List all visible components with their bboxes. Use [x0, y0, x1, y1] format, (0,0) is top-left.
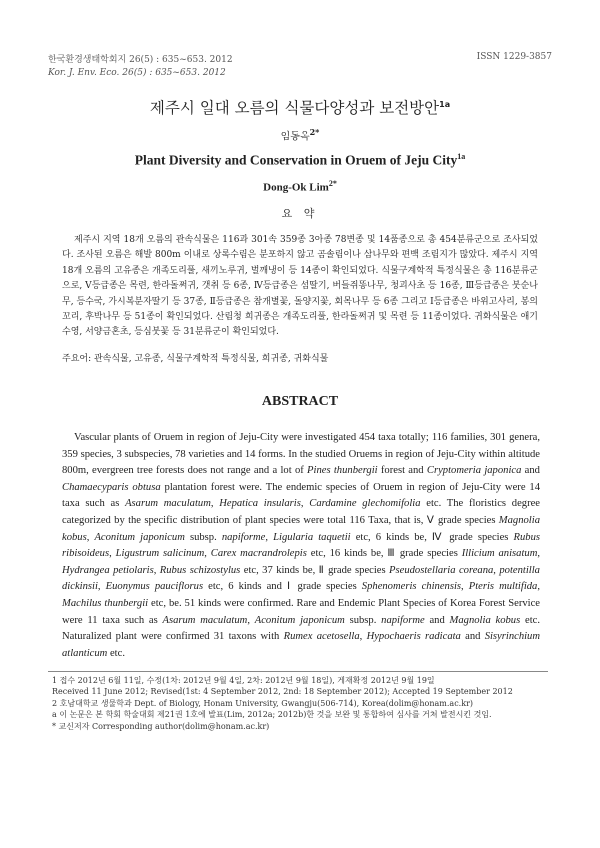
- species-name: Magnolia kobus: [62, 514, 540, 543]
- abstract-text-run: ,: [537, 548, 541, 560]
- running-header: [48, 52, 552, 78]
- abstract-text-run: subsp.: [344, 614, 382, 626]
- abstract-text-run: etc. Naturalized plant were confirmed 31 taxons with: [62, 614, 540, 643]
- abstract-text-run: ,: [97, 581, 106, 593]
- author-korean: [0, 127, 600, 142]
- species-name: Aconitum japonicum: [254, 614, 345, 626]
- species-name: Illicium anisatum: [461, 548, 538, 560]
- footnote: 1 접수 2012년 6월 11일, 수정(1차: 2012년 9월 4일, 2차: 2012년 9월 18일), 게재확정 2012년 9월 19일: [52, 676, 435, 685]
- abstract-text-run: ,: [210, 498, 220, 510]
- species-name: Aconitum japonicum: [94, 531, 185, 543]
- abstract-text-run: subsp.: [184, 531, 222, 543]
- abstract-text-run: ,: [204, 548, 211, 560]
- species-name: Pseudostellaria coreana: [389, 564, 494, 576]
- species-name: Euonymus pauciflorus: [105, 581, 204, 593]
- species-name: Ligustrum salicinum: [115, 548, 205, 560]
- abstract-text-run: ,: [493, 564, 500, 576]
- abstract-text-run: plantation forest were. The endemic species of Oruem in region of Jeju-City were 14 taxa such as: [62, 481, 541, 510]
- issn: ISSN 1229-3857: [476, 52, 552, 62]
- english-abstract: [62, 430, 540, 662]
- species-name: Carex macrandrolepis: [210, 548, 307, 560]
- author-english: [0, 179, 600, 194]
- author-english-sup: 2*: [328, 179, 337, 188]
- species-name: Rubus ribisoideus: [62, 531, 540, 560]
- abstract-text-run: etc, 6 kinds be, Ⅳ grade species: [350, 531, 514, 543]
- title-english: [0, 152, 600, 169]
- abstract-text-run: etc, 37 kinds be, Ⅱ grade species: [240, 564, 390, 576]
- footnote: * 교신저자 Corresponding author(dolim@honam.ac.kr): [52, 721, 270, 731]
- species-name: Sisyrinchium atlanticum: [62, 631, 541, 659]
- author-english-name: Dong-Ok Lim: [263, 181, 329, 194]
- title-korean: [0, 96, 600, 118]
- species-name: Ligularia taquetii: [273, 531, 351, 543]
- abstract-text-run: etc, be. 51 kinds were confirmed. Rare and Endemic Plant Species of Korea Forest Service were 11 taxa such as: [62, 597, 540, 626]
- abstract-text-run: forest and: [377, 465, 427, 477]
- abstract-text-run: ,: [153, 564, 160, 576]
- abstract-text-run: etc.: [107, 647, 125, 659]
- abstract-text-run: and: [424, 614, 450, 626]
- korean-keywords: 주요어: 관속식물, 고유종, 식물구계학적 특정식물, 희귀종, 귀화식물: [62, 354, 329, 364]
- species-name: Pteris multifida: [468, 581, 538, 593]
- species-name: Chamaecyparis obtusa: [62, 481, 161, 493]
- abstract-text-run: etc, 6 kinds and Ⅰ grade species: [203, 581, 362, 593]
- abstract-text-run: and: [460, 631, 485, 643]
- abstract-text-run: ,: [359, 631, 367, 643]
- footnote-divider: [48, 671, 548, 672]
- abstract-text-run: etc, 16 kinds be, Ⅲ grade species: [306, 548, 462, 560]
- abstract-text-run: ,: [86, 531, 95, 543]
- korean-abstract-text: 제주시 지역 18개 오름의 관속식물은 116과 301속 359종 3아종 78변종 및 14품종으로 총 454분류군으로 조사되었다. 조사된 오름은 해발 800m 이내로 상록수림은 분포하지 않고 곰솔림이나 삼나무와 편백 조림지가 많았다. 제주시 지역 18개 오름의 고유종은 개족도리풀, 새끼노루귀, 벌깨냉이 등 14종이 확인되었다. 식물구계학적 특정식물은 총 116분류군으로, Ⅴ등급종은 목련, 한라돌쩌귀, 갯취 등 6종, Ⅳ등급종은 섬딸기, 버들쥐똥나무, 청괴사초 등 16종, Ⅲ등급종은 붓순나무, 등수국, 가시복분자딸기 등 37종, Ⅱ등급종은 참개별꽃, 돌양지꽃, 회목나무 등 6종 그리고 Ⅰ등급종은 바위고사리, 봉의꼬리, 후박나무 등 51종이 확인되었다. 산림청 희귀종은 개족도리풀, 한라돌쩌귀 및 목련 등 11종이었다. 귀화식물은 애기수영, 서양금혼초, 등심붓꽃 등 31분류군이 확인되었다.: [62, 235, 538, 338]
- footnote: 2 호남대학교 생물학과 Dept. of Biology, Honam University, Gwangju(506-714), Korea(dolim@honam.ac.kr): [52, 698, 474, 708]
- species-name: Hydrangea petiolaris: [62, 564, 154, 576]
- species-name: Machilus thunbergii: [62, 597, 149, 609]
- abstract-text-run: ,: [109, 548, 116, 560]
- species-name: Rumex acetosella: [283, 631, 360, 643]
- title-korean-sup: 1a: [439, 99, 451, 109]
- species-name: Rubus schizostylus: [159, 564, 241, 576]
- abstract-heading: ABSTRACT: [261, 394, 339, 409]
- species-name: potentilla dickinsii: [62, 564, 540, 593]
- species-name: Sphenomeris chinensis: [361, 581, 462, 593]
- title-english-sup: 1a: [457, 152, 466, 161]
- journal-ko: 한국환경생태학회지 26(5) : 635~653. 2012: [48, 55, 233, 65]
- korean-abstract-heading: 요 약: [281, 207, 319, 220]
- abstract-text-run: Vascular plants of Oruem in region of Jeju-City were investigated 454 taxa totally; 116 families, 301 genera, 359 species, 3 subspecies, 78 varieties and 14 forms. In the studied Oruems in region of Jeju-City within altitude 800m, evergreen tree forests does not range and a lot of: [62, 432, 540, 477]
- footnote: Received 11 June 2012; Revised(1st: 4 September 2012, 2nd: 18 September 2012); Accepted 19 September 2012: [52, 687, 513, 697]
- english-abstract-text: [62, 430, 540, 662]
- journal-en: Kor. J. Env. Eco. 26(5) : 635~653. 2012: [48, 68, 226, 78]
- species-name: napiforme: [221, 531, 266, 543]
- author-korean-name: 임동옥: [280, 131, 310, 143]
- species-name: Hypochaeris radicata: [366, 631, 461, 643]
- footnote: a 이 논문은 본 학회 학술대회 제21권 1호에 발표(Lim, 2012a; 2012b)한 것을 보완 및 통합하여 심사를 거쳐 발전시킨 것임.: [52, 710, 492, 720]
- footnotes: [52, 675, 552, 732]
- species-name: Cardamine glechomifolia: [309, 498, 421, 510]
- abstract-text-run: ,: [300, 498, 310, 510]
- abstract-text-run: ,: [461, 581, 469, 593]
- abstract-text-run: ,: [265, 531, 274, 543]
- korean-abstract: [62, 233, 538, 341]
- species-name: Magnolia kobus: [449, 614, 521, 626]
- title-english-text: Plant Diversity and Conservation in Oruem of Jeju City: [134, 152, 458, 168]
- abstract-text-run: etc. The floristics degree categorized by the specific distribution of plant species were total 116 Taxa, that is, Ⅴ grade species: [62, 498, 540, 526]
- author-korean-sup: 2*: [309, 127, 320, 137]
- species-name: Asarum maculatum: [125, 498, 211, 510]
- species-name: Pines thunbergii: [307, 465, 378, 477]
- species-name: Cryptomeria japonica: [426, 465, 522, 477]
- abstract-text-run: and: [521, 465, 540, 477]
- title-korean-text: 제주시 일대 오름의 식물다양성과 보전방안: [149, 99, 440, 117]
- species-name: napiforme: [381, 614, 425, 626]
- species-name: Asarum maculatum: [162, 614, 248, 626]
- species-name: Hepatica insularis: [219, 498, 301, 510]
- abstract-text-run: ,: [247, 614, 255, 626]
- abstract-text-run: ,: [537, 581, 541, 593]
